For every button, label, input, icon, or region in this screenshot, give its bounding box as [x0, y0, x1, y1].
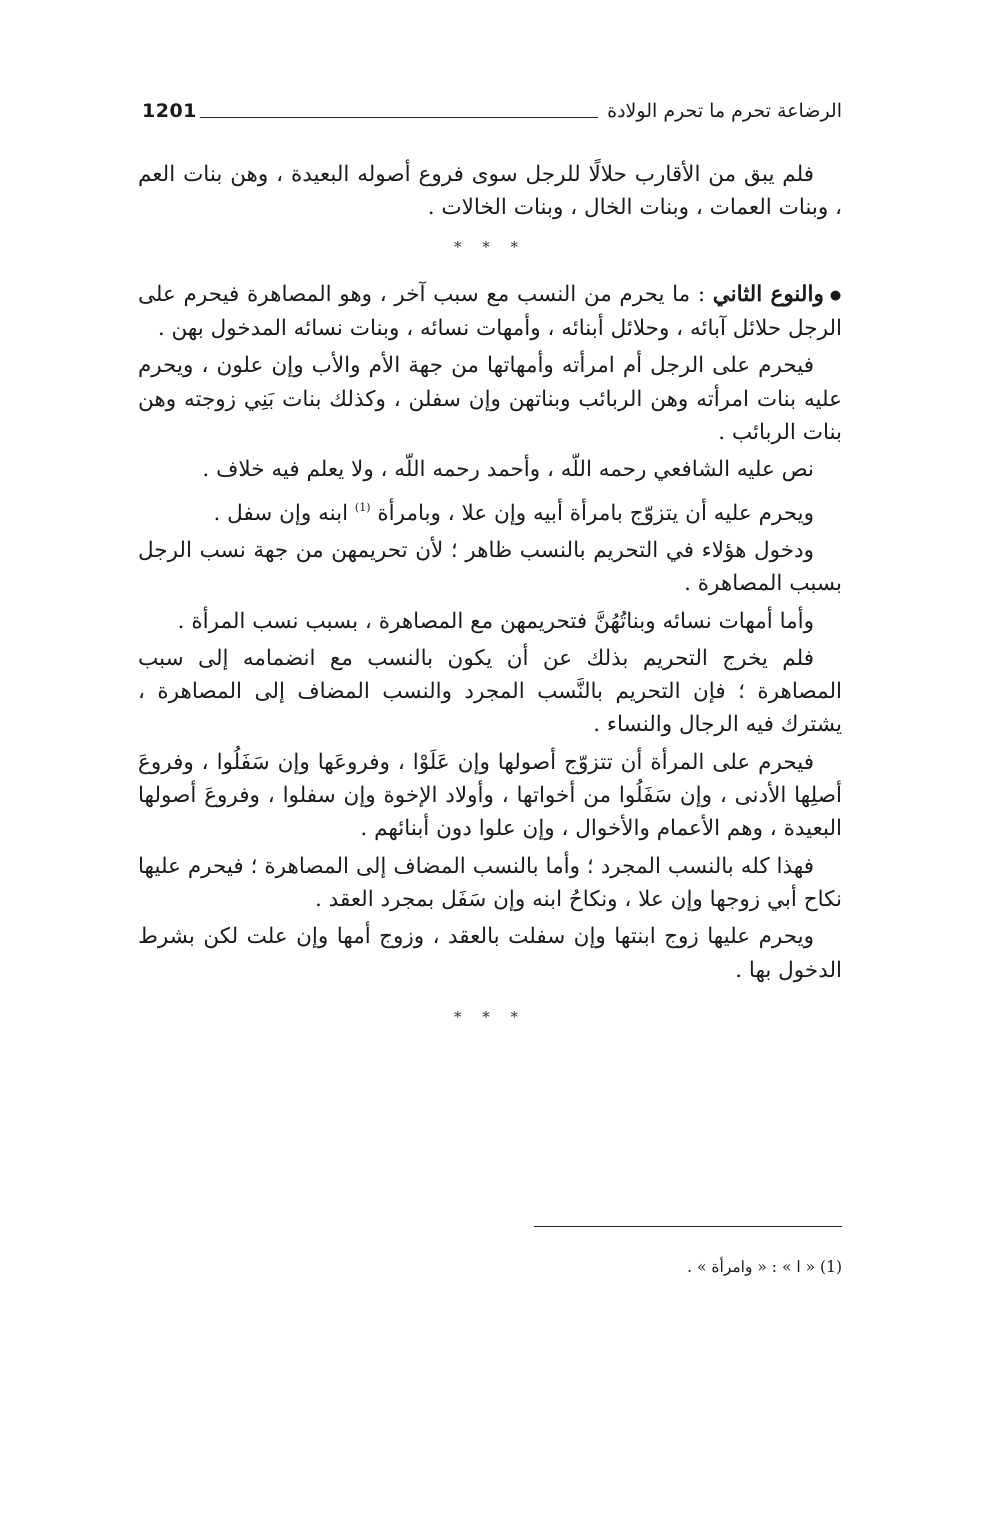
page-number: 1201	[142, 100, 197, 122]
section-separator-bottom: * * *	[453, 1007, 527, 1026]
paragraph-11: ويحرم عليها زوج ابنتها وإن سفلت بالعقد ، وزوج أمها وإن علت لكن بشرط الدخول بها .	[138, 924, 842, 983]
paragraph-5	[138, 491, 842, 530]
paragraph-10: فهذا كله بالنسب المجرد ؛ وأما بالنسب المضاف إلى المصاهرة ؛ فيحرم عليها نكاح أبي زوجها وإن علا ، ونكاحُ ابنه وإن سَفَل بمجرد العقد .	[138, 853, 842, 912]
paragraph-2	[138, 278, 842, 346]
paragraph-2-text: : ما يحرم من النسب مع سبب آخر ، وهو المصاهرة فيحرم على الرجل حلائل آبائه ، وحلائل أبنائه ، وأمهات نسائه ، وبنات نسائه المدخول بهن .	[138, 281, 842, 342]
page-header	[138, 100, 842, 134]
main-text	[138, 158, 842, 1048]
header-rule	[200, 117, 598, 118]
paragraph-5-text-a: ويحرم عليه أن يتزوّج بامرأة أبيه وإن علا ، وبامرأة	[370, 500, 814, 526]
footnote-rule	[534, 1226, 842, 1227]
paragraph-9: فيحرم على المرأة أن تتزوّج أصولها وإن عَلَوْا ، وفروعَها وإن سَفَلُوا ، وفروعَ أصلِها الأدنى ، وإن سَفَلُوا من أخواتها ، وأولاد الإخوة وإن سفلوا ، وفروعَ أصولها البعيدة ، وهم الأعمام والأخوال ، وإن علوا دون أبنائهم .	[138, 749, 842, 842]
paragraph-8: فلم يخرج التحريم بذلك عن أن يكون بالنسب مع انضمامه إلى سبب المصاهرة ؛ فإن التحريم بالنَّسب المجرد والنسب المضاف إلى المصاهرة ، يشترك فيه الرجال والنساء .	[138, 645, 842, 738]
paragraph-2-lead: والنوع الثاني	[712, 281, 824, 307]
footnote: (1) « ا » : « وامرأة » .	[687, 1258, 842, 1276]
section-separator-top: * * *	[453, 237, 527, 256]
running-title: الرضاعة تحرم ما تحرم الولادة	[607, 100, 842, 122]
paragraph-4: نص عليه الشافعي رحمه اللّه ، وأحمد رحمه اللّه ، ولا يعلم فيه خلاف .	[202, 457, 814, 483]
book-page	[138, 0, 842, 1516]
paragraph-6: ودخول هؤلاء في التحريم بالنسب ظاهر ؛ لأن تحريمهن من جهة نسب الرجل بسبب المصاهرة .	[138, 537, 842, 597]
paragraph-1: فلم يبق من الأقارب حلالًا للرجل سوى فروع أصوله البعيدة ، وهن بنات العم ، وبنات العمات ، وبنات الخال ، وبنات الخالات .	[138, 162, 842, 221]
paragraph-3: فيحرم على الرجل أم امرأته وأمهاتها من جهة الأم والأب وإن علون ، ويحرم عليه بنات امرأته وهن الربائب وبناتهن وإن سفلن ، وكذلك بنات بَنِي زوجته وهن بنات الربائب .	[138, 353, 842, 446]
paragraph-7: وأما أمهات نسائه وبناتُهُنَّ فتحريمهن مع المصاهرة ، بسبب نسب المرأة .	[177, 608, 814, 634]
paragraph-5-text-b: ابنه وإن سفل .	[213, 500, 355, 526]
footnote-reference: (1)	[354, 500, 371, 514]
